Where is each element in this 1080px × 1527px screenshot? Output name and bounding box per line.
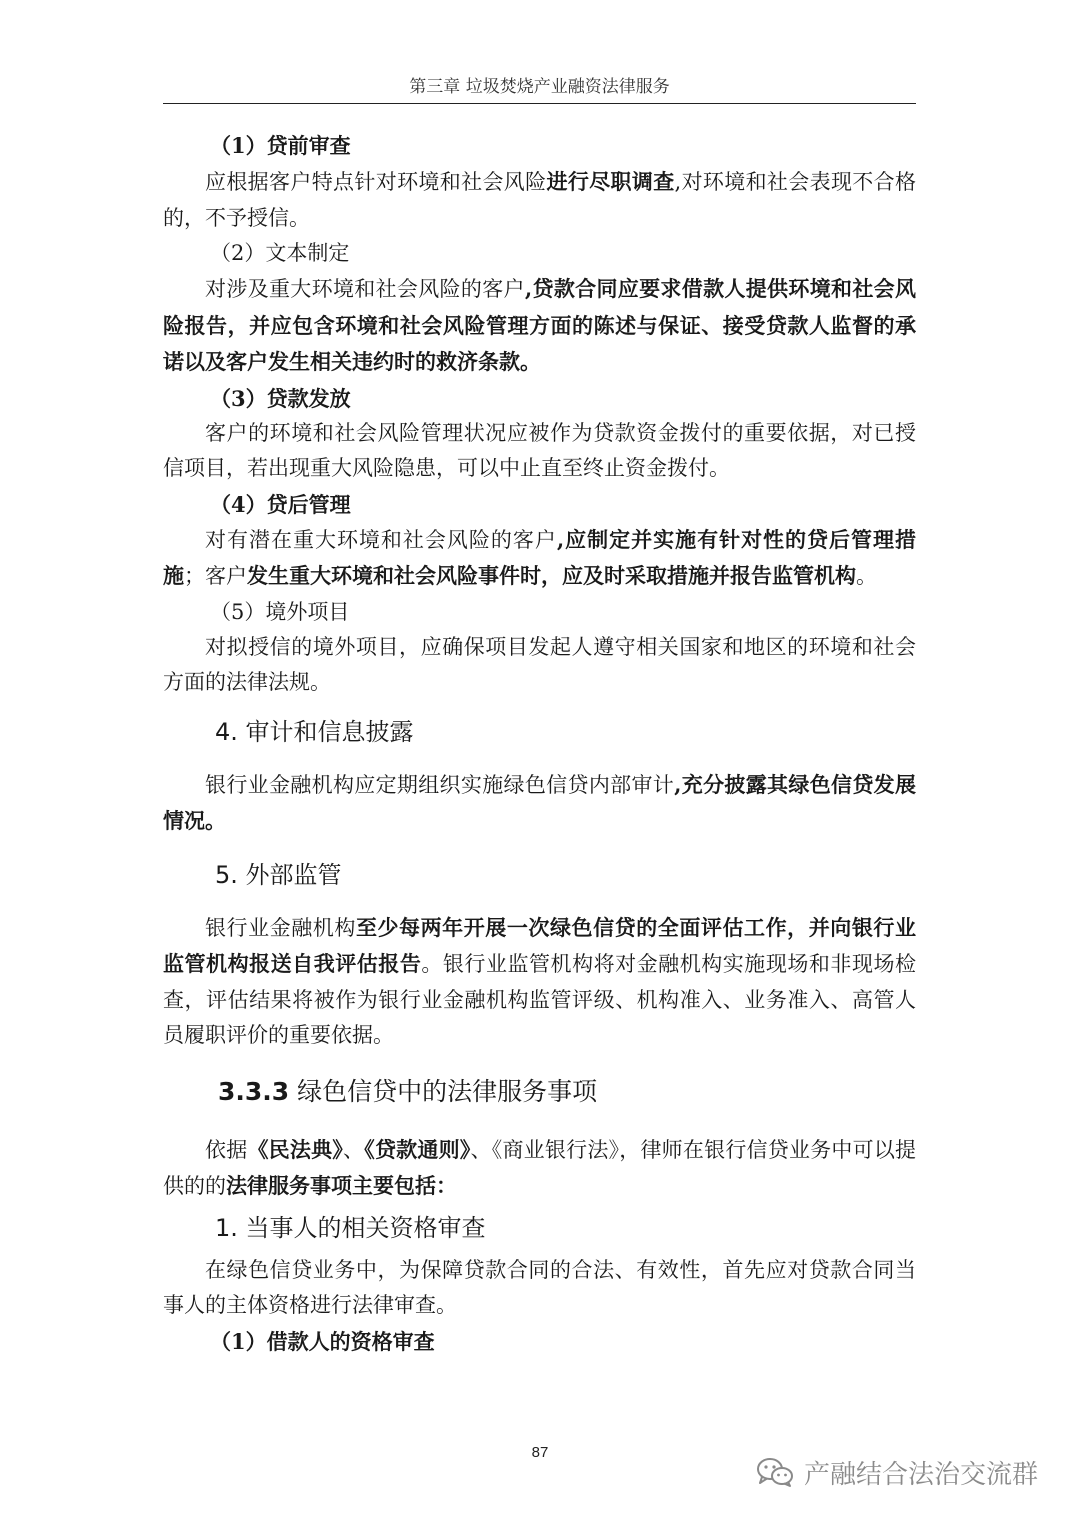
paragraph-legal-services-basis [163, 1132, 916, 1205]
text-run: 客户的环境和社会风险管理状况应被作为贷款资金拨付的重要依据，对已授信项目，若出现重大风险隐患，可以中止直至终止资金拨付。 [163, 420, 916, 480]
text-run: ,对环境和社会表现不合格的，不予授信。 [163, 170, 916, 230]
bold-text-run: ,充分披露其绿色信贷发展情况。 [163, 771, 916, 833]
subheading-overseas-projects: （5）境外项目 [210, 599, 350, 624]
text-run: 对拟授信的境外项目，应确保项目发起人遵守相关国家和地区的环境和社会方面的法律法规。 [163, 634, 916, 694]
bold-text-run: ,应制定并实施有针对性的贷后管理措施 [163, 526, 916, 588]
bold-text-run: ,贷款合同应要求借款人提供环境和社会风险报告，并应包含环境和社会风险管理方面的陈述与保证、接受贷款人监督的承诺以及客户发生相关违约时的救济条款。 [163, 276, 916, 374]
page-number: 87 [531, 1444, 549, 1461]
text-run: 在绿色信贷业务中，为保障贷款合同的合法、有效性，首先应对贷款合同当事人的主体资格进行法律审查。 [163, 1257, 916, 1317]
paragraph-overseas-projects [163, 630, 916, 701]
heading-audit-disclosure: 4. 审计和信息披露 [215, 717, 414, 746]
paragraph-contract-drafting [163, 271, 916, 381]
source-watermark [756, 1452, 1038, 1492]
subheading-post-loan-management: （4）贷后管理 [210, 491, 351, 517]
bold-text-run: 法律服务事项主要包括： [226, 1173, 457, 1198]
running-header: 第三章 垃圾焚烧产业融资法律服务 [409, 77, 670, 97]
text-run: 银行业金融机构 [205, 915, 356, 940]
subheading-contract-drafting: （2）文本制定 [210, 241, 350, 265]
bold-text-run: 发生重大环境和社会风险事件时，应及时采取措施并报告监管机构 [247, 563, 856, 588]
text-run: 、 [343, 1137, 365, 1162]
paragraph-loan-disbursement [163, 416, 916, 487]
paragraph-qualification-review [163, 1253, 916, 1324]
text-run: 对涉及重大环境和社会风险的客户 [205, 277, 525, 301]
text-run: 、《商业银行法》，律师在银行信贷业务中可以提供的的 [163, 1137, 917, 1198]
text-run: 应根据客户特点针对环境和社会风险 [205, 170, 547, 194]
section-heading-3-3-3 [163, 1074, 916, 1110]
text-run: 。银行业监管机构将对金融机构实施现场和非现场检查，评估结果将被作为银行业金融机构监管评级、机构准入、业务准入、高管人员履职评价的重要依据。 [163, 952, 917, 1047]
watermark-text: 产融结合法治交流群 [804, 1459, 1039, 1490]
bold-text-run: 至少每两年开展一次绿色信贷的全面评估工作，并向银行业监管机构报送自我评估报告 [163, 914, 916, 976]
text-run: 依据 [205, 1137, 248, 1162]
bold-text-run: 进行尽职调查 [546, 169, 675, 194]
subheading-pre-loan-review: （1）贷前审查 [210, 133, 351, 158]
text-run: 银行业金融机构应定期组织实施绿色信贷内部审计 [205, 772, 675, 797]
paragraph-post-loan-management [163, 522, 916, 595]
subheading-borrower-review: （1）借款人的资格审查 [210, 1328, 435, 1354]
paragraph-pre-loan-review [163, 164, 916, 236]
heading-external-supervision: 5. 外部监管 [215, 860, 342, 889]
section-title: 绿色信贷中的法律服务事项 [289, 1076, 598, 1106]
bold-text-run: 《民法典》 [247, 1136, 344, 1162]
header-divider [163, 103, 916, 104]
text-run: 对有潜在重大环境和社会风险的客户 [205, 527, 557, 552]
section-number: 3.3.3 [218, 1076, 290, 1106]
page-body [163, 128, 916, 1359]
paragraph-external-supervision [163, 910, 916, 1054]
bold-text-run: 《贷款通则》 [364, 1136, 471, 1162]
subheading-loan-disbursement: （3）贷款发放 [210, 385, 351, 411]
paragraph-audit-disclosure [163, 767, 916, 840]
wechat-icon [756, 1456, 794, 1488]
heading-qualification-review: 1. 当事人的相关资格审查 [215, 1213, 486, 1242]
text-run: 。 [856, 564, 877, 588]
text-run: ；客户 [184, 564, 247, 588]
